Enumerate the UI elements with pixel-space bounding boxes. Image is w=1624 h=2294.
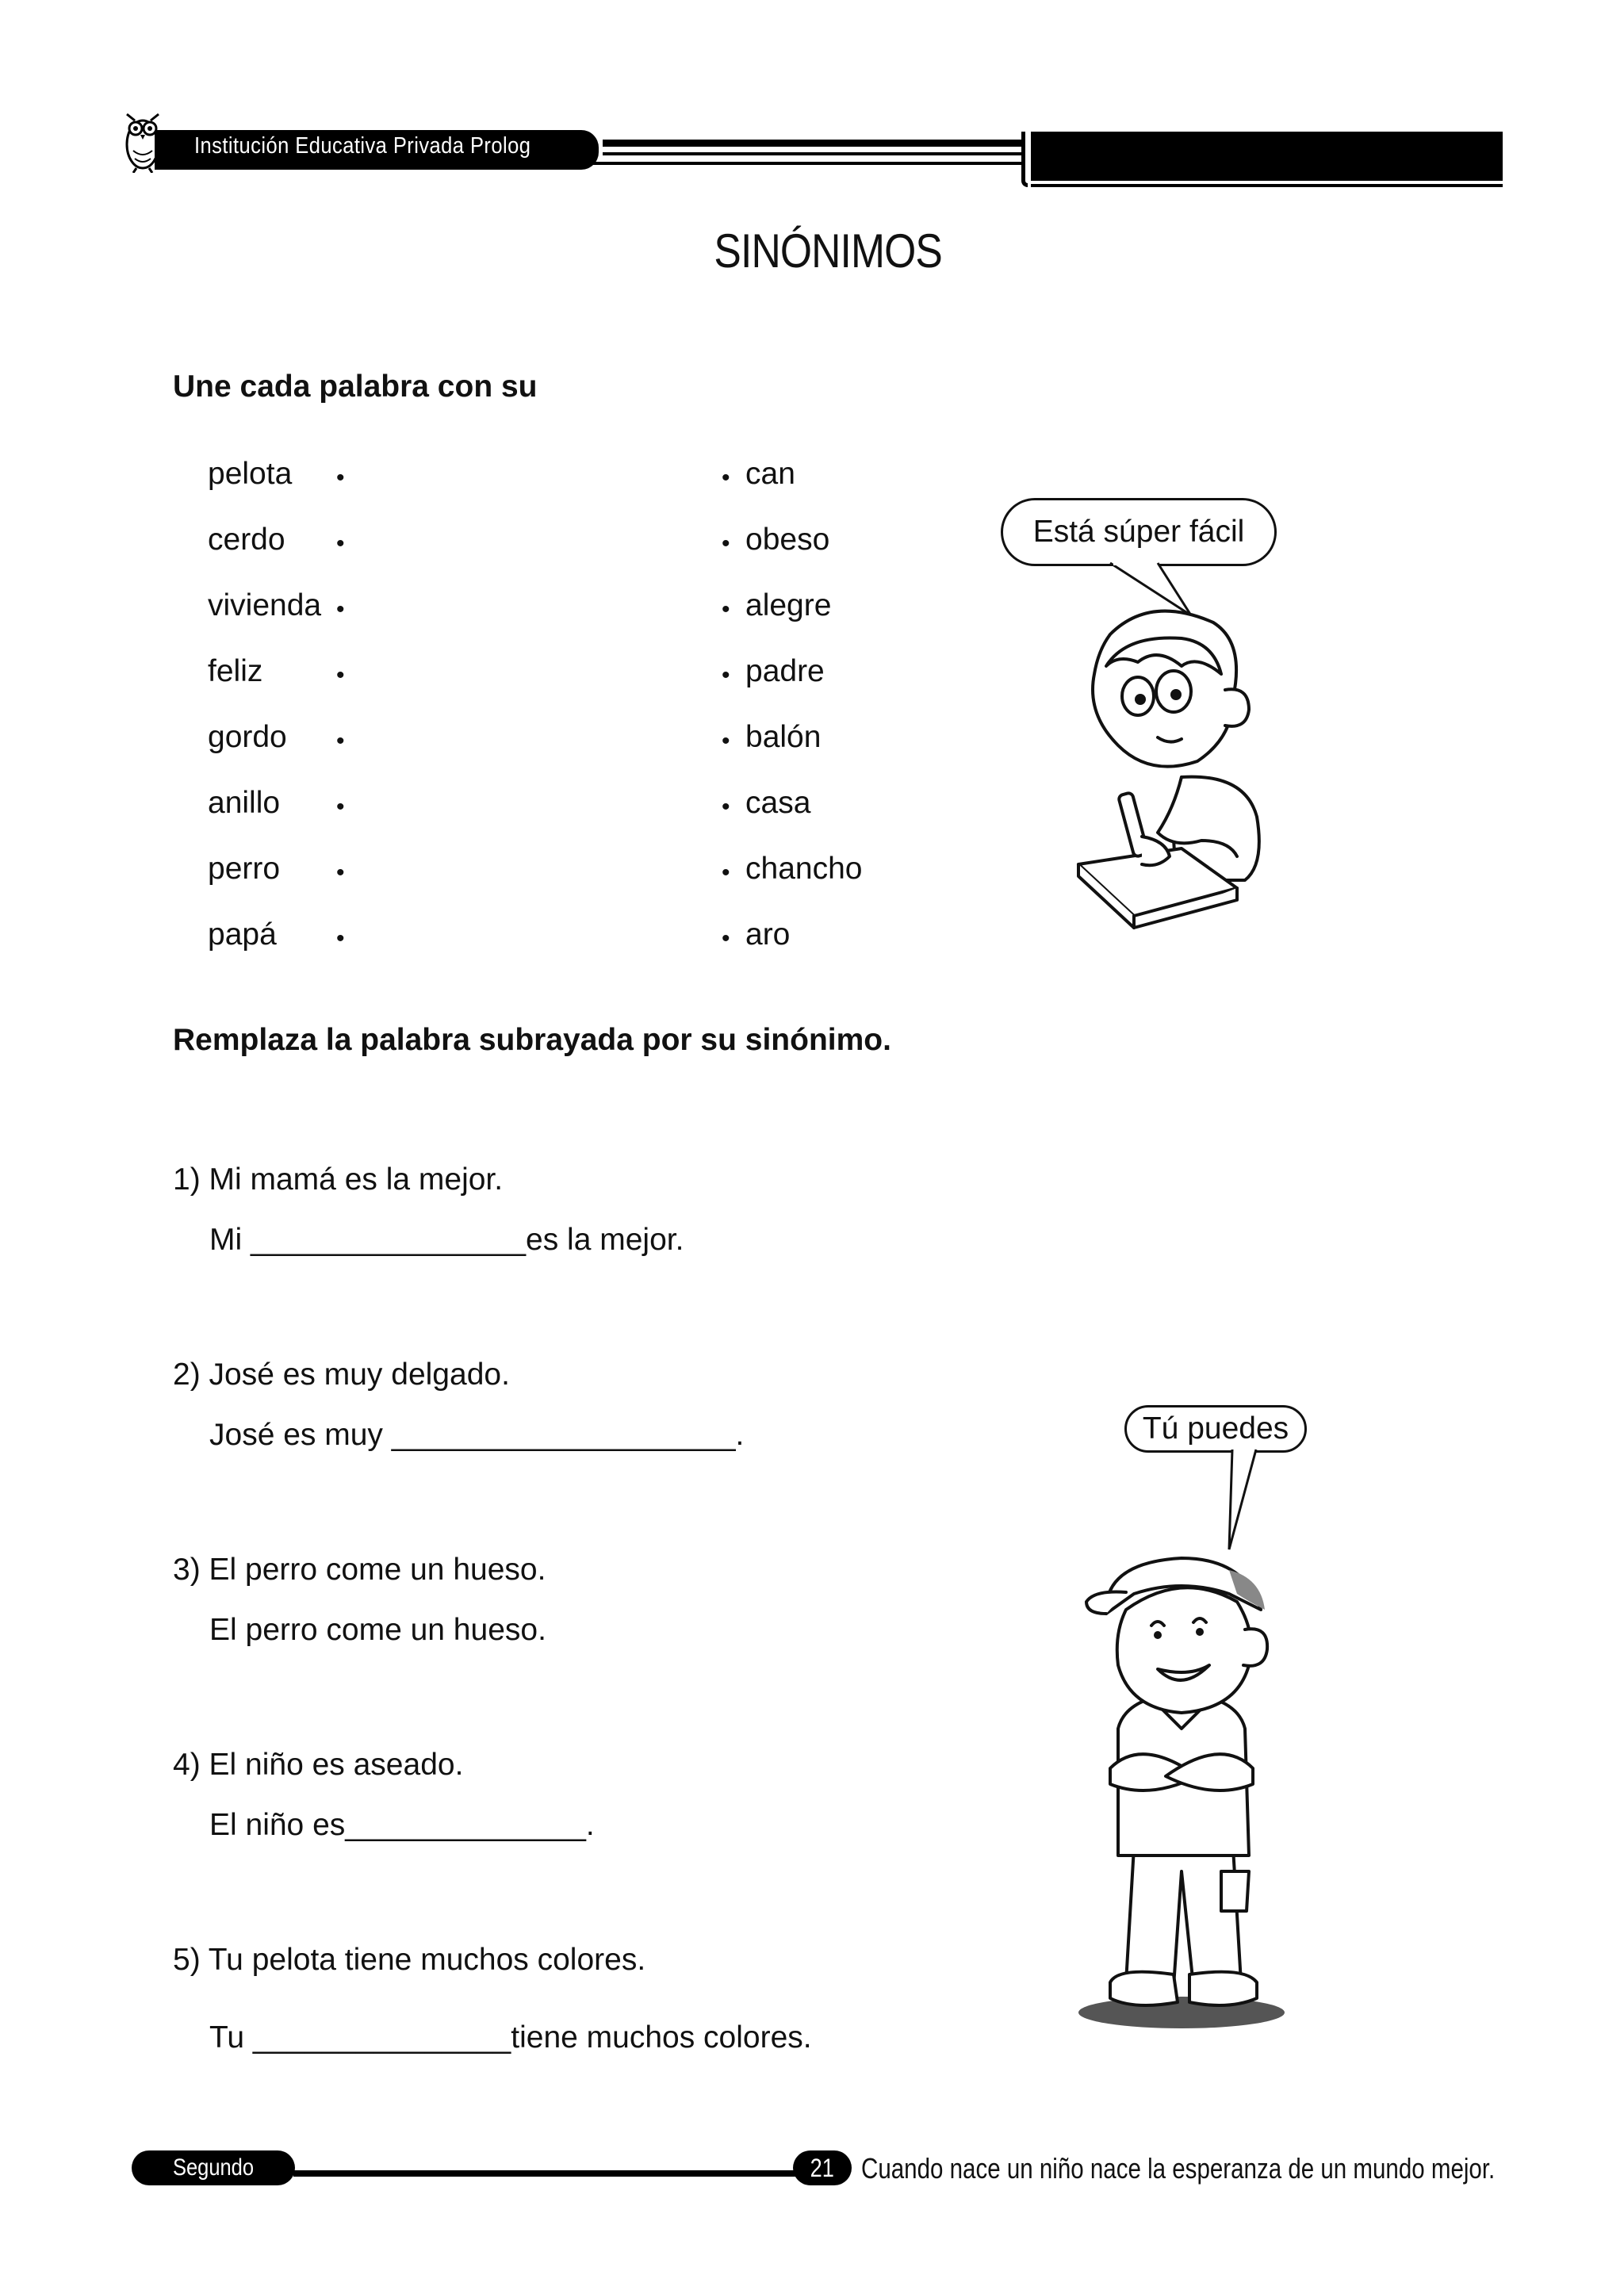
match-dot[interactable]: • <box>722 794 730 820</box>
header-block <box>1031 132 1503 181</box>
left-word: papá <box>208 917 277 952</box>
right-word: chancho <box>745 852 863 886</box>
speech-bubble-tail <box>1221 1448 1261 1551</box>
boy-writing-illustration <box>1063 603 1300 936</box>
footer-motto: Cuando nace un niño nace la esperanza de un mundo mejor. <box>861 2152 1496 2185</box>
match-dot[interactable]: • <box>722 465 730 491</box>
header-rule <box>603 152 1023 155</box>
speech-bubble: Tú puedes <box>1124 1405 1307 1453</box>
match-dot[interactable]: • <box>336 596 345 622</box>
match-dot[interactable]: • <box>722 925 730 952</box>
match-dot[interactable]: • <box>722 530 730 557</box>
section2-instruction: Remplaza la palabra subrayada por su sinónimo. <box>173 1023 891 1057</box>
exercise-answer-line[interactable]: El perro come un hueso. <box>209 1613 546 1647</box>
match-dot[interactable]: • <box>336 530 345 557</box>
footer-rule <box>293 2170 801 2177</box>
institution-name: Institución Educativa Privada Prolog <box>194 133 531 159</box>
header-rule <box>587 162 1023 165</box>
right-word: aro <box>745 917 791 952</box>
section1-instruction: Une cada palabra con su <box>173 370 538 404</box>
exercise-answer-line[interactable]: José es muy ____________________. <box>209 1418 745 1452</box>
match-dot[interactable]: • <box>722 860 730 886</box>
right-word: casa <box>745 786 811 820</box>
match-dot[interactable]: • <box>336 925 345 952</box>
left-word: cerdo <box>208 523 285 557</box>
right-word: alegre <box>745 588 832 622</box>
grade-badge: Segundo Grado <box>132 2150 295 2185</box>
exercise-answer-line[interactable]: Mi ________________es la mejor. <box>209 1223 684 1257</box>
boy-cap-arms-crossed-illustration <box>1063 1538 1300 2030</box>
exercise-sentence: 1) Mi mamá es la mejor. <box>173 1162 504 1197</box>
left-word: feliz <box>208 654 263 688</box>
match-dot[interactable]: • <box>722 662 730 688</box>
match-dot[interactable]: • <box>722 728 730 754</box>
left-word: pelota <box>208 457 293 491</box>
left-word: gordo <box>208 720 287 754</box>
header-rule <box>1031 184 1503 187</box>
speech-bubble: Está súper fácil <box>1001 498 1277 566</box>
match-dot[interactable]: • <box>336 728 345 754</box>
page-title: SINÓNIMOS <box>714 224 942 278</box>
right-word: can <box>745 457 795 491</box>
match-dot[interactable]: • <box>336 465 345 491</box>
left-word: vivienda <box>208 588 322 622</box>
header-rule <box>603 140 1023 147</box>
exercise-sentence: 5) Tu pelota tiene muchos colores. <box>173 1943 646 1977</box>
exercise-sentence: 2) José es muy delgado. <box>173 1358 510 1392</box>
match-dot[interactable]: • <box>336 794 345 820</box>
header-notch <box>1021 132 1028 187</box>
exercise-answer-line[interactable]: Tu _______________tiene muchos colores. <box>209 2020 812 2055</box>
exercise-answer-line[interactable]: El niño es______________. <box>209 1808 595 1842</box>
exercise-sentence: 3) El perro come un hueso. <box>173 1553 546 1587</box>
exercise-sentence: 4) El niño es aseado. <box>173 1748 464 1782</box>
right-word: balón <box>745 720 822 754</box>
page-number: 21 <box>793 2150 852 2185</box>
right-word: padre <box>745 654 825 688</box>
right-word: obeso <box>745 523 830 557</box>
left-word: anillo <box>208 786 281 820</box>
left-word: perro <box>208 852 281 886</box>
match-dot[interactable]: • <box>336 860 345 886</box>
match-dot[interactable]: • <box>336 662 345 688</box>
match-dot[interactable]: • <box>722 596 730 622</box>
